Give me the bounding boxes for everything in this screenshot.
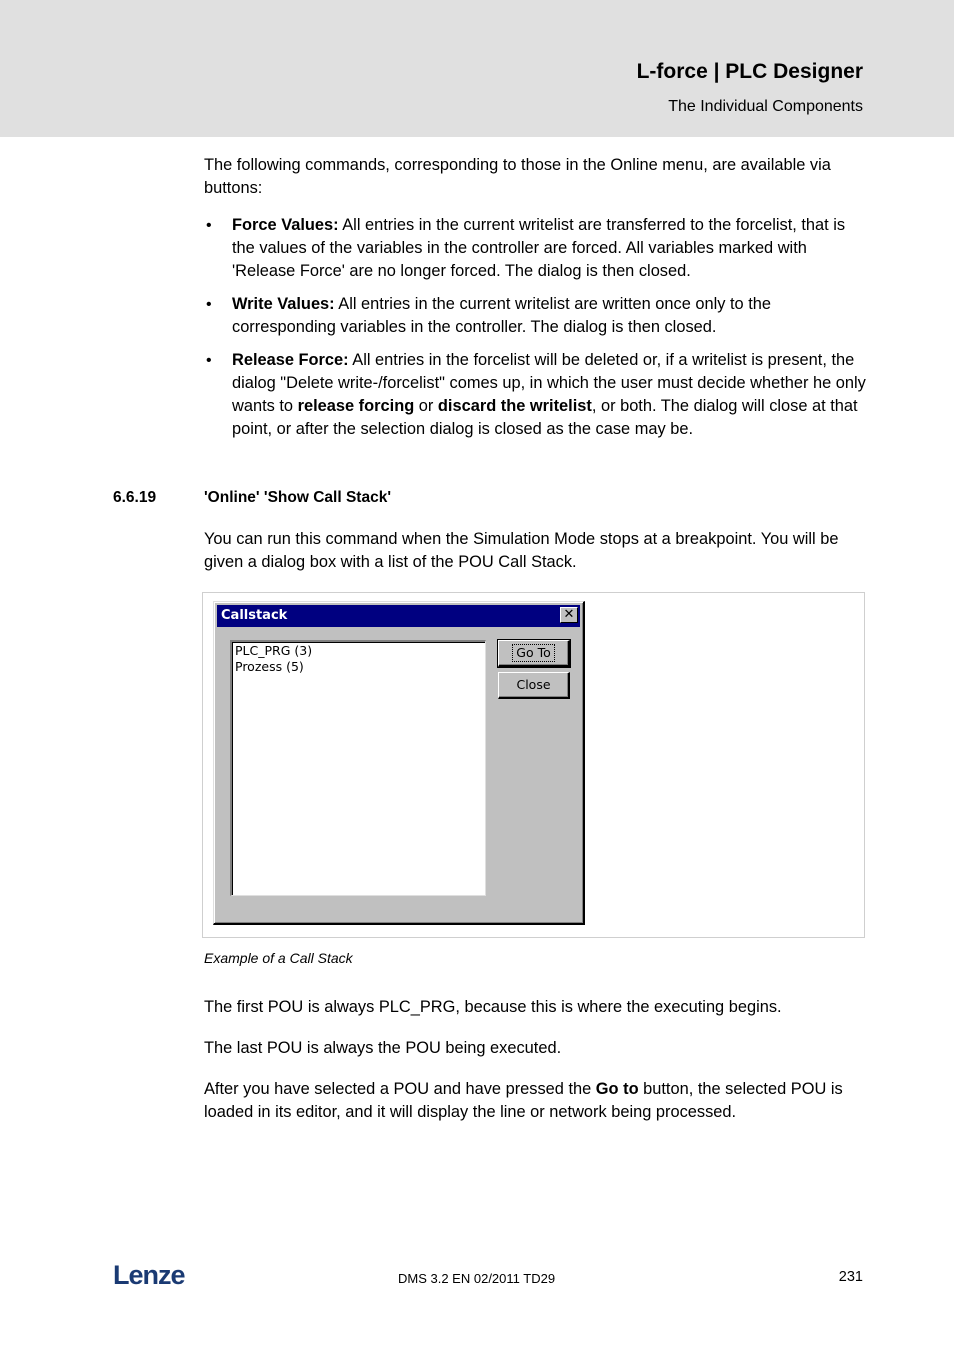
paragraph-goto bbox=[204, 1078, 866, 1124]
goto-button[interactable] bbox=[498, 640, 570, 667]
list-item bbox=[204, 349, 866, 441]
dialog-title: Callstack bbox=[221, 608, 288, 623]
description: or bbox=[414, 397, 438, 415]
brand-title: L-force | PLC Designer bbox=[636, 60, 863, 83]
figure-caption: Example of a Call Stack bbox=[204, 950, 353, 966]
close-button[interactable]: Close bbox=[498, 672, 570, 699]
section-number: 6.6.19 bbox=[113, 489, 157, 506]
dialog-titlebar[interactable] bbox=[217, 605, 580, 627]
term-release-force: Release Force: bbox=[232, 351, 349, 369]
term-write-values: Write Values: bbox=[232, 295, 335, 313]
callstack-listbox[interactable] bbox=[230, 640, 486, 896]
text: After you have selected a POU and have pressed the bbox=[204, 1080, 596, 1098]
bullet-icon: • bbox=[206, 296, 212, 313]
term-force-values: Force Values: bbox=[232, 216, 339, 234]
emphasis: discard the writelist bbox=[437, 397, 592, 415]
command-list bbox=[204, 214, 866, 451]
description: , or both. The dialog will close at that point, or after the selection dialog is closed as the case may be. bbox=[232, 397, 858, 438]
goto-button-label: Go To bbox=[512, 644, 554, 662]
paragraph-last-pou: The last POU is always the POU being executed. bbox=[204, 1039, 562, 1057]
intro-paragraph: The following commands, corresponding to those in the Online menu, are available via buttons: bbox=[204, 156, 831, 197]
lenze-logo: Lenze bbox=[113, 1260, 185, 1290]
close-icon[interactable]: ✕ bbox=[560, 607, 578, 623]
emphasis: release forcing bbox=[297, 397, 415, 415]
description: All entries in the current writelist are written once only to the corresponding variables in the controller. The dialog is then closed. bbox=[232, 295, 772, 336]
description: All entries in the forcelist will be deleted or, if a writelist is present, the dialog "Delete write-/forcelist" comes up, in which the user must decide whether he only wants to bbox=[232, 351, 866, 415]
section-intro-paragraph: You can run this command when the Simulation Mode stops at a breakpoint. You will be given a dialog box with a list of the POU Call Stack. bbox=[204, 530, 839, 571]
chapter-subtitle: The Individual Components bbox=[668, 98, 863, 115]
bullet-icon: • bbox=[206, 352, 212, 369]
emphasis: Go to bbox=[595, 1080, 639, 1098]
paragraph-first-pou: The first POU is always PLC_PRG, because this is where the executing begins. bbox=[204, 998, 782, 1016]
list-item bbox=[204, 214, 866, 283]
description: All entries in the current writelist are transferred to the forcelist, that is the values of the variables in the controller are forced. All variables marked with 'Release Force' are no longer forced. The dialog is then closed. bbox=[232, 216, 846, 280]
document-id: DMS 3.2 EN 02/2011 TD29 bbox=[398, 1271, 556, 1286]
list-item[interactable]: PLC_PRG (3) bbox=[235, 643, 313, 658]
text: button, the selected POU is loaded in its editor, and it will display the line or network being processed. bbox=[204, 1080, 843, 1121]
callstack-dialog bbox=[213, 601, 585, 925]
page-number: 231 bbox=[838, 1269, 863, 1285]
bullet-icon: • bbox=[206, 217, 212, 234]
list-item[interactable]: Prozess (5) bbox=[235, 659, 304, 674]
section-heading: 'Online' 'Show Call Stack' bbox=[204, 489, 392, 506]
list-item bbox=[204, 293, 866, 339]
